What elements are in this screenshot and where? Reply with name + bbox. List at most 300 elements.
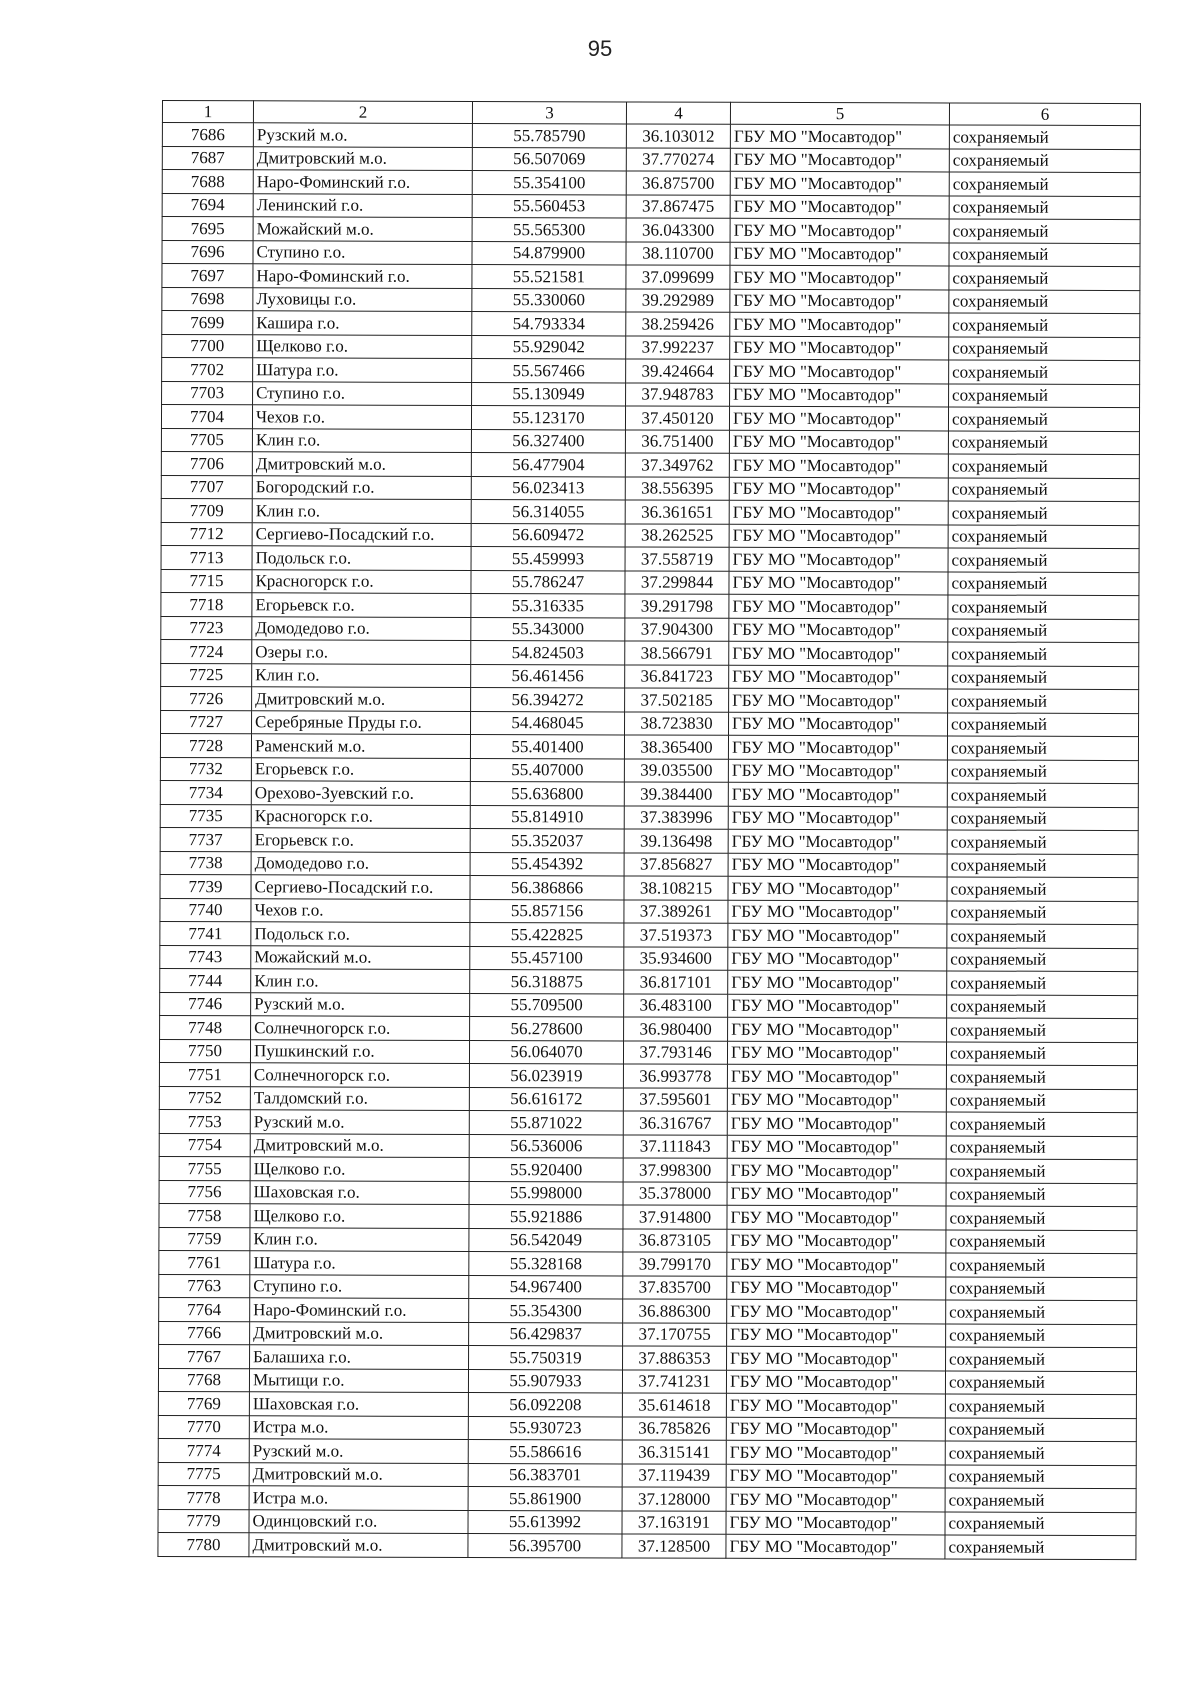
district-cell: Богородский г.о. bbox=[252, 475, 471, 499]
district-cell: Дмитровский м.о. bbox=[252, 687, 471, 711]
row-number-cell: 7779 bbox=[158, 1509, 249, 1533]
owner-cell: ГБУ МО "Мосавтодор" bbox=[727, 1323, 946, 1347]
latitude-cell: 55.422825 bbox=[470, 922, 624, 946]
latitude-cell: 56.383701 bbox=[468, 1463, 622, 1487]
latitude-cell: 56.394272 bbox=[471, 687, 625, 711]
row-number-cell: 7703 bbox=[162, 381, 253, 405]
longitude-cell: 37.904300 bbox=[625, 617, 729, 641]
status-cell: сохраняемый bbox=[947, 994, 1138, 1018]
row-number-cell: 7709 bbox=[161, 498, 252, 522]
table-row bbox=[162, 264, 1140, 291]
owner-cell: ГБУ МО "Мосавтодор" bbox=[730, 195, 949, 219]
district-cell: Балашиха г.о. bbox=[250, 1345, 469, 1369]
owner-cell: ГБУ МО "Мосавтодор" bbox=[727, 1276, 946, 1300]
row-number-cell: 7732 bbox=[160, 757, 251, 781]
row-number-cell: 7688 bbox=[162, 170, 253, 194]
owner-cell: ГБУ МО "Мосавтодор" bbox=[728, 876, 947, 900]
table-row bbox=[161, 428, 1139, 455]
status-cell: сохраняемый bbox=[949, 360, 1140, 384]
owner-cell: ГБУ МО "Мосавтодор" bbox=[726, 1464, 945, 1488]
owner-cell: ГБУ МО "Мосавтодор" bbox=[728, 994, 947, 1018]
owner-cell: ГБУ МО "Мосавтодор" bbox=[728, 853, 947, 877]
owner-cell: ГБУ МО "Мосавтодор" bbox=[727, 1135, 946, 1159]
district-cell: Раменский м.о. bbox=[251, 734, 470, 758]
table-row bbox=[160, 1015, 1138, 1042]
status-cell: сохраняемый bbox=[948, 595, 1139, 619]
district-cell: Орехово-Зуевский г.о. bbox=[251, 781, 470, 805]
owner-cell: ГБУ МО "Мосавтодор" bbox=[728, 735, 947, 759]
district-cell: Сергиево-Посадский г.о. bbox=[251, 875, 470, 899]
longitude-cell: 37.170755 bbox=[623, 1322, 727, 1346]
owner-cell: ГБУ МО "Мосавтодор" bbox=[730, 242, 949, 266]
latitude-cell: 55.857156 bbox=[470, 899, 624, 923]
district-cell: Клин г.о. bbox=[250, 1227, 469, 1251]
row-number-cell: 7759 bbox=[159, 1227, 250, 1251]
table-row bbox=[162, 146, 1140, 173]
longitude-cell: 36.785826 bbox=[622, 1416, 726, 1440]
table-row bbox=[162, 311, 1140, 338]
table-row bbox=[160, 757, 1138, 784]
district-cell: Шатура г.о. bbox=[253, 358, 472, 382]
row-number-cell: 7775 bbox=[158, 1462, 249, 1486]
district-cell: Шатура г.о. bbox=[250, 1251, 469, 1275]
latitude-cell: 54.468045 bbox=[471, 711, 625, 735]
district-cell: Клин г.о. bbox=[252, 663, 471, 687]
table-row bbox=[160, 874, 1138, 901]
latitude-cell: 56.536006 bbox=[469, 1134, 623, 1158]
district-cell: Ступино г.о. bbox=[250, 1274, 469, 1298]
table-row bbox=[159, 1203, 1137, 1230]
table-row bbox=[161, 710, 1139, 737]
status-cell: сохраняемый bbox=[945, 1417, 1136, 1441]
column-header-3: 3 bbox=[472, 101, 626, 123]
row-number-cell: 7694 bbox=[162, 193, 253, 217]
latitude-cell: 55.560453 bbox=[472, 194, 626, 218]
table-row bbox=[161, 522, 1139, 549]
row-number-cell: 7740 bbox=[160, 898, 251, 922]
district-cell: Егорьевск г.о. bbox=[252, 593, 471, 617]
longitude-cell: 37.163191 bbox=[622, 1510, 726, 1534]
table-row bbox=[161, 616, 1139, 643]
owner-cell: ГБУ МО "Мосавтодор" bbox=[730, 148, 949, 172]
status-cell: сохраняемый bbox=[949, 266, 1140, 290]
table-row bbox=[158, 1532, 1136, 1559]
table-row bbox=[160, 780, 1138, 807]
row-number-cell: 7764 bbox=[159, 1297, 250, 1321]
owner-cell: ГБУ МО "Мосавтодор" bbox=[730, 289, 949, 313]
owner-cell: ГБУ МО "Мосавтодор" bbox=[726, 1534, 945, 1558]
latitude-cell: 55.586616 bbox=[468, 1439, 622, 1463]
longitude-cell: 37.099699 bbox=[626, 265, 730, 289]
latitude-cell: 56.507069 bbox=[472, 147, 626, 171]
table-row bbox=[158, 1509, 1136, 1536]
row-number-cell: 7767 bbox=[159, 1344, 250, 1368]
table-row bbox=[159, 1250, 1137, 1277]
longitude-cell: 37.349762 bbox=[625, 453, 729, 477]
longitude-cell: 38.365400 bbox=[624, 735, 728, 759]
longitude-cell: 36.361651 bbox=[625, 500, 729, 524]
owner-cell: ГБУ МО "Мосавтодор" bbox=[726, 1417, 945, 1441]
status-cell: сохраняемый bbox=[948, 712, 1139, 736]
status-cell: сохраняемый bbox=[948, 618, 1139, 642]
column-header-2: 2 bbox=[253, 101, 472, 124]
owner-cell: ГБУ МО "Мосавтодор" bbox=[730, 124, 949, 148]
district-cell: Наро-Фоминский г.о. bbox=[253, 264, 472, 288]
longitude-cell: 36.873105 bbox=[623, 1228, 727, 1252]
latitude-cell: 55.343000 bbox=[471, 617, 625, 641]
row-number-cell: 7695 bbox=[162, 217, 253, 241]
latitude-cell: 56.461456 bbox=[471, 664, 625, 688]
status-cell: сохраняемый bbox=[947, 971, 1138, 995]
longitude-cell: 37.856827 bbox=[624, 852, 728, 876]
table-row bbox=[162, 240, 1140, 267]
longitude-cell: 37.299844 bbox=[625, 570, 729, 594]
district-cell: Сергиево-Посадский г.о. bbox=[252, 522, 471, 546]
latitude-cell: 56.609472 bbox=[471, 523, 625, 547]
district-cell: Подольск г.о. bbox=[251, 922, 470, 946]
status-cell: сохраняемый bbox=[947, 830, 1138, 854]
latitude-cell: 55.354300 bbox=[469, 1298, 623, 1322]
table-row bbox=[162, 170, 1140, 197]
longitude-cell: 38.556395 bbox=[625, 476, 729, 500]
longitude-cell: 35.378000 bbox=[623, 1181, 727, 1205]
latitude-cell: 56.386866 bbox=[470, 875, 624, 899]
latitude-cell: 55.316335 bbox=[471, 593, 625, 617]
status-cell: сохраняемый bbox=[949, 195, 1140, 219]
longitude-cell: 39.384400 bbox=[624, 782, 728, 806]
longitude-cell: 36.841723 bbox=[625, 664, 729, 688]
district-cell: Мытищи г.о. bbox=[249, 1368, 468, 1392]
table-body bbox=[158, 123, 1140, 1560]
status-cell: сохраняемый bbox=[947, 736, 1138, 760]
latitude-cell: 55.613992 bbox=[468, 1510, 622, 1534]
longitude-cell: 37.914800 bbox=[623, 1205, 727, 1229]
longitude-cell: 38.723830 bbox=[625, 711, 729, 735]
table-row bbox=[160, 992, 1138, 1019]
district-cell: Домодедово г.о. bbox=[251, 851, 470, 875]
row-number-cell: 7774 bbox=[158, 1438, 249, 1462]
owner-cell: ГБУ МО "Мосавтодор" bbox=[727, 1205, 946, 1229]
latitude-cell: 55.454392 bbox=[470, 852, 624, 876]
row-number-cell: 7746 bbox=[160, 992, 251, 1016]
row-number-cell: 7724 bbox=[161, 639, 252, 663]
status-cell: сохраняемый bbox=[946, 1323, 1137, 1347]
longitude-cell: 37.886353 bbox=[623, 1346, 727, 1370]
owner-cell: ГБУ МО "Мосавтодор" bbox=[729, 453, 948, 477]
table-row bbox=[161, 686, 1139, 713]
column-header-4: 4 bbox=[626, 102, 730, 124]
column-header-1: 1 bbox=[162, 101, 253, 123]
longitude-cell: 36.103012 bbox=[626, 124, 730, 148]
status-cell: сохраняемый bbox=[948, 407, 1139, 431]
status-cell: сохраняемый bbox=[946, 1065, 1137, 1089]
row-number-cell: 7715 bbox=[161, 569, 252, 593]
latitude-cell: 56.542049 bbox=[469, 1228, 623, 1252]
district-cell: Дмитровский м.о. bbox=[250, 1321, 469, 1345]
status-cell: сохраняемый bbox=[945, 1441, 1136, 1465]
status-cell: сохраняемый bbox=[946, 1041, 1137, 1065]
latitude-cell: 54.967400 bbox=[469, 1275, 623, 1299]
district-cell: Солнечногорск г.о. bbox=[250, 1063, 469, 1087]
longitude-cell: 36.980400 bbox=[624, 1017, 728, 1041]
latitude-cell: 56.278600 bbox=[470, 1016, 624, 1040]
latitude-cell: 55.401400 bbox=[470, 734, 624, 758]
owner-cell: ГБУ МО "Мосавтодор" bbox=[730, 359, 949, 383]
status-cell: сохраняемый bbox=[949, 219, 1140, 243]
owner-cell: ГБУ МО "Мосавтодор" bbox=[727, 1064, 946, 1088]
owner-cell: ГБУ МО "Мосавтодор" bbox=[727, 1158, 946, 1182]
table-row bbox=[160, 968, 1138, 995]
table-row bbox=[160, 733, 1138, 760]
district-cell: Егорьевск г.о. bbox=[251, 828, 470, 852]
status-cell: сохраняемый bbox=[948, 665, 1139, 689]
owner-cell: ГБУ МО "Мосавтодор" bbox=[729, 641, 948, 665]
status-cell: сохраняемый bbox=[949, 336, 1140, 360]
table-row bbox=[161, 451, 1139, 478]
status-cell: сохраняемый bbox=[945, 1394, 1136, 1418]
status-cell: сохраняемый bbox=[948, 571, 1139, 595]
longitude-cell: 37.793146 bbox=[623, 1040, 727, 1064]
table-row bbox=[161, 475, 1139, 502]
owner-cell: ГБУ МО "Мосавтодор" bbox=[729, 524, 948, 548]
status-cell: сохраняемый bbox=[948, 524, 1139, 548]
latitude-cell: 55.785790 bbox=[472, 123, 626, 147]
longitude-cell: 36.993778 bbox=[623, 1064, 727, 1088]
latitude-cell: 55.565300 bbox=[472, 217, 626, 241]
latitude-cell: 55.330060 bbox=[472, 288, 626, 312]
longitude-cell: 37.383996 bbox=[624, 805, 728, 829]
district-cell: Талдомский г.о. bbox=[250, 1086, 469, 1110]
column-header-5: 5 bbox=[730, 102, 949, 125]
row-number-cell: 7713 bbox=[161, 545, 252, 569]
longitude-cell: 39.291798 bbox=[625, 594, 729, 618]
latitude-cell: 56.429837 bbox=[469, 1322, 623, 1346]
table-row bbox=[161, 498, 1139, 525]
status-cell: сохраняемый bbox=[945, 1464, 1136, 1488]
table-row bbox=[159, 1274, 1137, 1301]
table-row bbox=[159, 1344, 1137, 1371]
row-number-cell: 7755 bbox=[159, 1156, 250, 1180]
latitude-cell: 56.327400 bbox=[471, 429, 625, 453]
table-row bbox=[161, 639, 1139, 666]
row-number-cell: 7737 bbox=[160, 827, 251, 851]
longitude-cell: 38.259426 bbox=[626, 312, 730, 336]
row-number-cell: 7739 bbox=[160, 874, 251, 898]
district-cell: Рузский м.о. bbox=[251, 992, 470, 1016]
owner-cell: ГБУ МО "Мосавтодор" bbox=[730, 265, 949, 289]
longitude-cell: 37.992237 bbox=[626, 335, 730, 359]
owner-cell: ГБУ МО "Мосавтодор" bbox=[726, 1370, 945, 1394]
row-number-cell: 7697 bbox=[162, 264, 253, 288]
district-cell: Луховицы г.о. bbox=[253, 287, 472, 311]
longitude-cell: 39.424664 bbox=[626, 359, 730, 383]
owner-cell: ГБУ МО "Мосавтодор" bbox=[728, 782, 947, 806]
latitude-cell: 55.407000 bbox=[470, 758, 624, 782]
row-number-cell: 7706 bbox=[161, 451, 252, 475]
district-cell: Клин г.о. bbox=[252, 499, 471, 523]
district-cell: Ступино г.о. bbox=[253, 381, 472, 405]
latitude-cell: 55.861900 bbox=[468, 1486, 622, 1510]
latitude-cell: 55.567466 bbox=[472, 358, 626, 382]
owner-cell: ГБУ МО "Мосавтодор" bbox=[727, 1182, 946, 1206]
district-cell: Чехов г.о. bbox=[252, 405, 471, 429]
table-row bbox=[159, 1062, 1137, 1089]
page-number: 95 bbox=[587, 36, 613, 61]
status-cell: сохраняемый bbox=[947, 877, 1138, 901]
latitude-cell: 54.879900 bbox=[472, 241, 626, 265]
status-cell: сохраняемый bbox=[947, 900, 1138, 924]
district-cell: Дмитровский м.о. bbox=[252, 452, 471, 476]
row-number-cell: 7687 bbox=[162, 146, 253, 170]
district-cell: Чехов г.о. bbox=[251, 898, 470, 922]
row-number-cell: 7712 bbox=[161, 522, 252, 546]
status-cell: сохраняемый bbox=[948, 642, 1139, 666]
status-cell: сохраняемый bbox=[948, 454, 1139, 478]
district-cell: Истра м.о. bbox=[249, 1415, 468, 1439]
longitude-cell: 37.389261 bbox=[624, 899, 728, 923]
longitude-cell: 39.035500 bbox=[624, 758, 728, 782]
district-cell: Клин г.о. bbox=[251, 969, 470, 993]
longitude-cell: 38.110700 bbox=[626, 241, 730, 265]
row-number-cell: 7702 bbox=[162, 358, 253, 382]
table-row bbox=[162, 193, 1140, 220]
longitude-cell: 36.817101 bbox=[624, 970, 728, 994]
status-cell: сохраняемый bbox=[947, 806, 1138, 830]
row-number-cell: 7741 bbox=[160, 921, 251, 945]
status-cell: сохраняемый bbox=[946, 1112, 1137, 1136]
district-cell: Подольск г.о. bbox=[252, 546, 471, 570]
row-number-cell: 7698 bbox=[162, 287, 253, 311]
owner-cell: ГБУ МО "Мосавтодор" bbox=[729, 712, 948, 736]
district-cell: Клин г.о. bbox=[252, 428, 471, 452]
longitude-cell: 38.108215 bbox=[624, 876, 728, 900]
status-cell: сохраняемый bbox=[948, 430, 1139, 454]
owner-cell: ГБУ МО "Мосавтодор" bbox=[728, 900, 947, 924]
status-cell: сохраняемый bbox=[947, 759, 1138, 783]
latitude-cell: 55.521581 bbox=[472, 264, 626, 288]
table-row bbox=[159, 1109, 1137, 1136]
row-number-cell: 7751 bbox=[159, 1062, 250, 1086]
latitude-cell: 56.023413 bbox=[471, 476, 625, 500]
owner-cell: ГБУ МО "Мосавтодор" bbox=[729, 477, 948, 501]
status-cell: сохраняемый bbox=[945, 1535, 1136, 1559]
status-cell: сохраняемый bbox=[947, 947, 1138, 971]
district-cell: Наро-Фоминский г.о. bbox=[253, 170, 472, 194]
latitude-cell: 55.871022 bbox=[469, 1110, 623, 1134]
status-cell: сохраняемый bbox=[949, 313, 1140, 337]
district-cell: Щелково г.о. bbox=[250, 1157, 469, 1181]
district-cell: Кашира г.о. bbox=[253, 311, 472, 335]
table-row bbox=[160, 804, 1138, 831]
row-number-cell: 7726 bbox=[161, 686, 252, 710]
district-cell: Шаховская г.о. bbox=[249, 1392, 468, 1416]
table-row bbox=[158, 1438, 1136, 1465]
district-cell: Истра м.о. bbox=[249, 1486, 468, 1510]
row-number-cell: 7707 bbox=[161, 475, 252, 499]
table-row bbox=[159, 1039, 1137, 1066]
row-number-cell: 7753 bbox=[159, 1109, 250, 1133]
district-cell: Дмитровский м.о. bbox=[249, 1533, 468, 1557]
table-row bbox=[160, 921, 1138, 948]
row-number-cell: 7704 bbox=[161, 405, 252, 429]
table-row bbox=[161, 405, 1139, 432]
status-cell: сохраняемый bbox=[948, 477, 1139, 501]
row-number-cell: 7750 bbox=[159, 1039, 250, 1063]
status-cell: сохраняемый bbox=[946, 1276, 1137, 1300]
table-row bbox=[161, 592, 1139, 619]
owner-cell: ГБУ МО "Мосавтодор" bbox=[729, 430, 948, 454]
row-number-cell: 7686 bbox=[162, 123, 253, 147]
longitude-cell: 37.119439 bbox=[622, 1463, 726, 1487]
row-number-cell: 7723 bbox=[161, 616, 252, 640]
table-row bbox=[162, 334, 1140, 361]
table-row bbox=[159, 1180, 1137, 1207]
row-number-cell: 7725 bbox=[161, 663, 252, 687]
district-cell: Шаховская г.о. bbox=[250, 1180, 469, 1204]
owner-cell: ГБУ МО "Мосавтодор" bbox=[727, 1111, 946, 1135]
status-cell: сохраняемый bbox=[945, 1511, 1136, 1535]
latitude-cell: 56.092208 bbox=[468, 1392, 622, 1416]
row-number-cell: 7780 bbox=[158, 1532, 249, 1556]
longitude-cell: 37.558719 bbox=[625, 547, 729, 571]
owner-cell: ГБУ МО "Мосавтодор" bbox=[728, 829, 947, 853]
longitude-cell: 39.292989 bbox=[626, 288, 730, 312]
table-row bbox=[159, 1086, 1137, 1113]
status-cell: сохраняемый bbox=[946, 1088, 1137, 1112]
district-cell: Рузский м.о. bbox=[253, 123, 472, 147]
row-number-cell: 7754 bbox=[159, 1133, 250, 1157]
status-cell: сохраняемый bbox=[949, 383, 1140, 407]
owner-cell: ГБУ МО "Мосавтодор" bbox=[727, 1252, 946, 1276]
row-number-cell: 7768 bbox=[158, 1368, 249, 1392]
district-cell: Ступино г.о. bbox=[253, 240, 472, 264]
owner-cell: ГБУ МО "Мосавтодор" bbox=[727, 1041, 946, 1065]
row-number-cell: 7763 bbox=[159, 1274, 250, 1298]
owner-cell: ГБУ МО "Мосавтодор" bbox=[730, 383, 949, 407]
latitude-cell: 54.824503 bbox=[471, 640, 625, 664]
district-cell: Рузский м.о. bbox=[249, 1439, 468, 1463]
district-cell: Можайский м.о. bbox=[253, 217, 472, 241]
owner-cell: ГБУ МО "Мосавтодор" bbox=[728, 759, 947, 783]
status-cell: сохраняемый bbox=[948, 689, 1139, 713]
owner-cell: ГБУ МО "Мосавтодор" bbox=[728, 1017, 947, 1041]
row-number-cell: 7743 bbox=[160, 945, 251, 969]
row-number-cell: 7699 bbox=[162, 311, 253, 335]
latitude-cell: 55.123170 bbox=[471, 405, 625, 429]
longitude-cell: 35.934600 bbox=[624, 946, 728, 970]
district-cell: Озеры г.о. bbox=[252, 640, 471, 664]
latitude-cell: 55.457100 bbox=[470, 946, 624, 970]
status-cell: сохраняемый bbox=[947, 924, 1138, 948]
district-cell: Щелково г.о. bbox=[253, 334, 472, 358]
table-row bbox=[158, 1485, 1136, 1512]
owner-cell: ГБУ МО "Мосавтодор" bbox=[729, 594, 948, 618]
owner-cell: ГБУ МО "Мосавтодор" bbox=[726, 1511, 945, 1535]
latitude-cell: 55.750319 bbox=[469, 1345, 623, 1369]
longitude-cell: 37.867475 bbox=[626, 194, 730, 218]
latitude-cell: 55.328168 bbox=[469, 1251, 623, 1275]
row-number-cell: 7734 bbox=[160, 780, 251, 804]
owner-cell: ГБУ МО "Мосавтодор" bbox=[728, 806, 947, 830]
longitude-cell: 37.741231 bbox=[622, 1369, 726, 1393]
owner-cell: ГБУ МО "Мосавтодор" bbox=[728, 947, 947, 971]
owner-cell: ГБУ МО "Мосавтодор" bbox=[727, 1299, 946, 1323]
latitude-cell: 55.352037 bbox=[470, 828, 624, 852]
owner-cell: ГБУ МО "Мосавтодор" bbox=[729, 618, 948, 642]
status-cell: сохраняемый bbox=[946, 1135, 1137, 1159]
longitude-cell: 35.614618 bbox=[622, 1393, 726, 1417]
row-number-cell: 7735 bbox=[160, 804, 251, 828]
